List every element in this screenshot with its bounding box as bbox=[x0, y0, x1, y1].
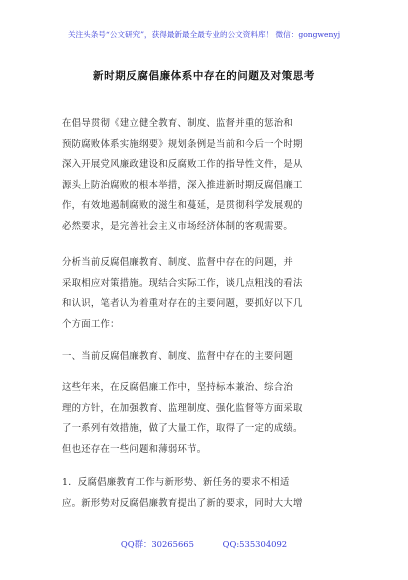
paragraph-line: 但也还存在一些问题和薄弱环节。 bbox=[62, 443, 207, 455]
paragraph-line: 理的方针，在加强教育、监理制度、强化监督等方面采取 bbox=[62, 402, 303, 414]
paragraph-line: 和认识，笔者认为着重对存在的主要问题，要抓好以下几 bbox=[62, 298, 303, 309]
paragraph-line: 这些年来，在反腐倡廉工作中，坚持标本兼治、综合治 bbox=[62, 382, 294, 393]
section-heading-1 bbox=[62, 347, 352, 368]
paragraph-status bbox=[62, 378, 352, 460]
paragraph-line: 采取相应对策措施。现结合实际工作，谈几点粗浅的看法 bbox=[62, 277, 303, 289]
header-promo-note: 关注头条号“公文研究”，获得最新最全最专业的公文资料库！ 微信：gongwenyj bbox=[67, 30, 341, 39]
paragraph-point-1 bbox=[62, 473, 352, 514]
paragraph-line: 分析当前反腐倡廉教育、制度、监督中存在的问题，并 bbox=[62, 257, 294, 268]
paragraph-line: 必然要求，是完善社会主义市场经济体制的客观需要。 bbox=[62, 220, 294, 232]
paragraph-line: 个方面工作： bbox=[62, 318, 120, 330]
paragraph-line: 预防腐败体系实施纲要》规划条例是当前和今后一个时期 bbox=[62, 138, 303, 150]
paragraph-line: 1．反腐倡廉教育工作与新形势、新任务的要求不相适 bbox=[62, 477, 290, 488]
paragraph-line: 在倡导贯彻《建立健全教育、制度、监督并重的惩治和 bbox=[62, 118, 294, 129]
paragraph-line: 应。新形势对反腐倡廉教育提出了新的要求，同时大大增 bbox=[62, 497, 303, 509]
paragraph-analysis bbox=[62, 253, 352, 335]
paragraph-line: 深入开展党风廉政建设和反腐败工作的指导性文件，是从 bbox=[62, 159, 303, 170]
paragraph-intro bbox=[62, 114, 352, 237]
paragraph-line: 作，有效地遏制腐败的滋生和蔓延，是贯彻科学发展观的 bbox=[62, 200, 303, 211]
section-heading-line: 一、当前反腐倡廉教育、制度、监督中存在的主要问题 bbox=[62, 351, 294, 362]
paragraph-line: 了一系列有效措施，做了大量工作，取得了一定的成绩。 bbox=[62, 423, 303, 434]
footer-qq-group: QQ群：30265665 bbox=[120, 539, 194, 549]
footer-qq: QQ:535304092 bbox=[222, 539, 288, 549]
paragraph-line: 源头上防治腐败的根本举措，深入推进新时期反腐倡廉工 bbox=[62, 179, 303, 191]
document-title: 新时期反腐倡廉体系中存在的问题及对策思考 bbox=[93, 70, 315, 82]
footer-contact bbox=[0, 538, 408, 550]
